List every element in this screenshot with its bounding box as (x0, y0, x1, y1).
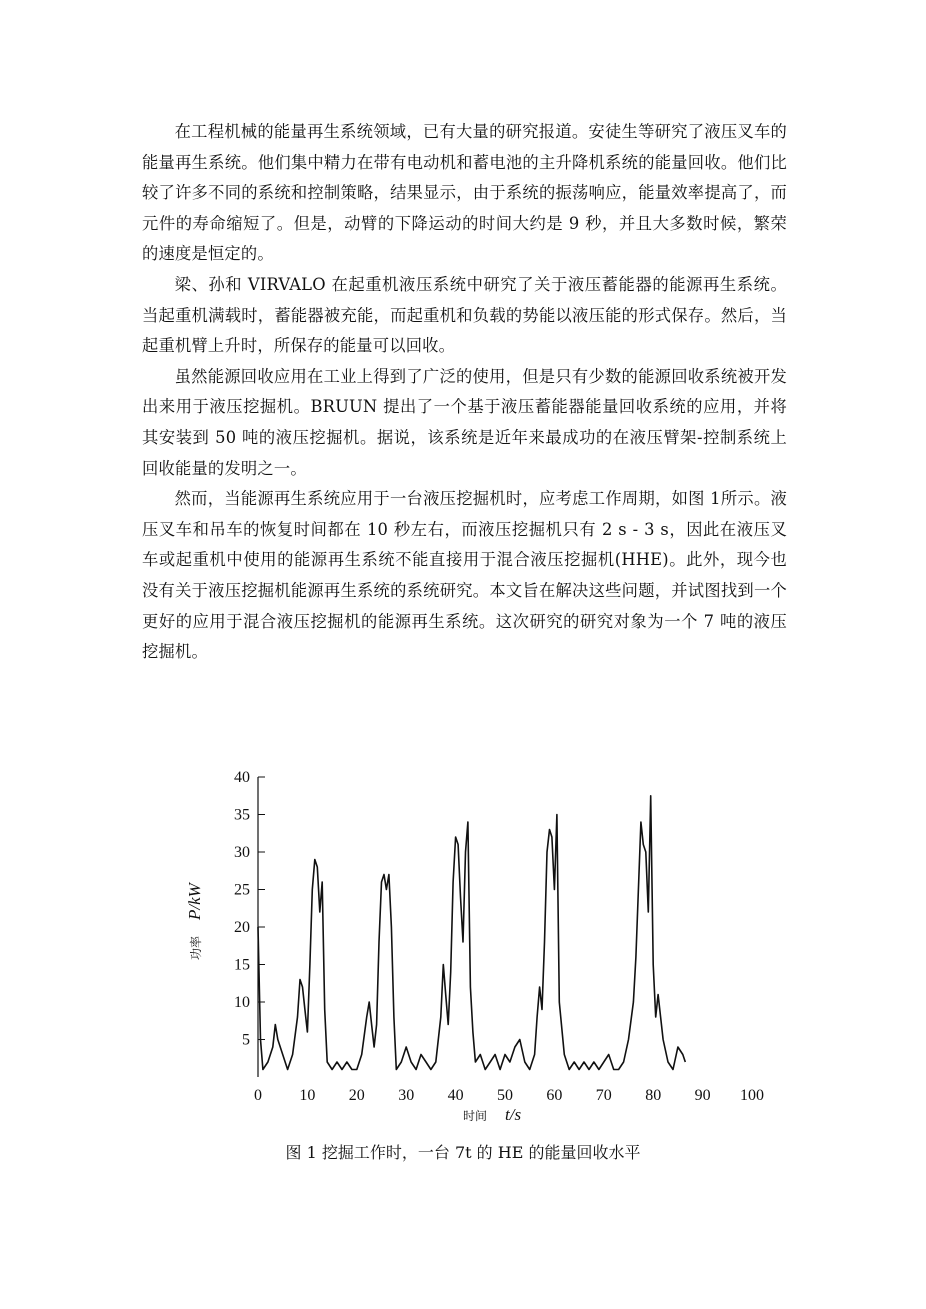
y-axis-label-cn: 功率 (189, 935, 203, 960)
y-tick-label: 35 (234, 806, 250, 824)
x-tick-label: 60 (546, 1087, 563, 1104)
x-tick-label: 0 (254, 1087, 262, 1104)
y-tick-label: 10 (234, 994, 250, 1011)
y-tick-label: 20 (234, 919, 250, 936)
y-tick-label: 40 (234, 769, 250, 786)
power-chart (170, 765, 780, 1135)
x-axis-label-cn: 时间 (463, 1109, 488, 1123)
x-tick-label: 90 (694, 1087, 711, 1104)
x-axis-label-symbol: t/s (505, 1105, 522, 1124)
x-tick-label: 80 (645, 1087, 662, 1104)
x-tick-label: 30 (398, 1087, 415, 1104)
x-tick-label: 100 (740, 1087, 764, 1104)
x-tick-label: 10 (299, 1087, 316, 1104)
figure-power-chart (170, 765, 780, 1135)
paragraph-3: 虽然能源回收应用在工业上得到了广泛的使用，但是只有少数的能源回收系统被开发出来用于液压挖掘机。BRUUN 提出了一个基于液压蓄能器能量回收系统的应用，并将其安装到 50 吨的液压挖掘机。据说，该系统是近年来最成功的在液压臂架-控制系统上回收能量的发明之一。 (142, 366, 787, 478)
power-series-line (258, 796, 685, 1070)
y-axis-label-symbol: P/kW (185, 883, 204, 920)
figure-caption: 图 1 挖掘工作时，一台 7t 的 HE 的能量回收水平 (285, 1143, 641, 1162)
y-tick-label: 30 (234, 844, 250, 861)
x-tick-label: 50 (497, 1087, 513, 1104)
x-ticks (254, 1087, 764, 1104)
x-tick-label: 40 (447, 1087, 464, 1104)
x-tick-label: 70 (595, 1087, 612, 1104)
x-tick-label: 20 (348, 1087, 365, 1104)
paragraph-4: 然而，当能源再生系统应用于一台液压挖掘机时，应考虑工作周期，如图 1所示。液压叉车和吊车的恢复时间都在 10 秒左右，而液压挖掘机只有 2 s - 3 s，因此在液压叉车或起重机中使用的能源再生系统不能直接用于混合液压挖掘机(HHE)。此外，现今也没有关于液压挖掘机能源再生系统的系统研究。本文旨在解决这些问题，并试图找到一个更好的应用于混合液压挖掘机的能源再生系统。这次研究的研究对象为一个 7 吨的液压挖掘机。 (142, 489, 787, 662)
paragraph-2: 梁、孙和 VIRVALO 在起重机液压系统中研究了关于液压蓄能器的能源再生系统。当起重机满载时，蓄能器被充能，而起重机和负载的势能以液压能的形式保存。然后，当起重机臂上升时，所保存的能量可以回收。 (142, 274, 787, 356)
y-tick-label: 25 (234, 881, 250, 899)
paragraph-1: 在工程机械的能量再生系统领域，已有大量的研究报道。安徒生等研究了液压叉车的能量再生系统。他们集中精力在带有电动机和蓄电池的主升降机系统的能量回收。他们比较了许多不同的系统和控制策略，结果显示，由于系统的振荡响应，能量效率提高了，而元件的寿命缩短了。但是，动臂的下降运动的时间大约是 9 秒，并且大多数时候，繁荣的速度是恒定的。 (142, 122, 787, 264)
y-tick-label: 5 (242, 1031, 250, 1049)
y-tick-label: 15 (234, 956, 250, 974)
body-text (142, 117, 787, 668)
